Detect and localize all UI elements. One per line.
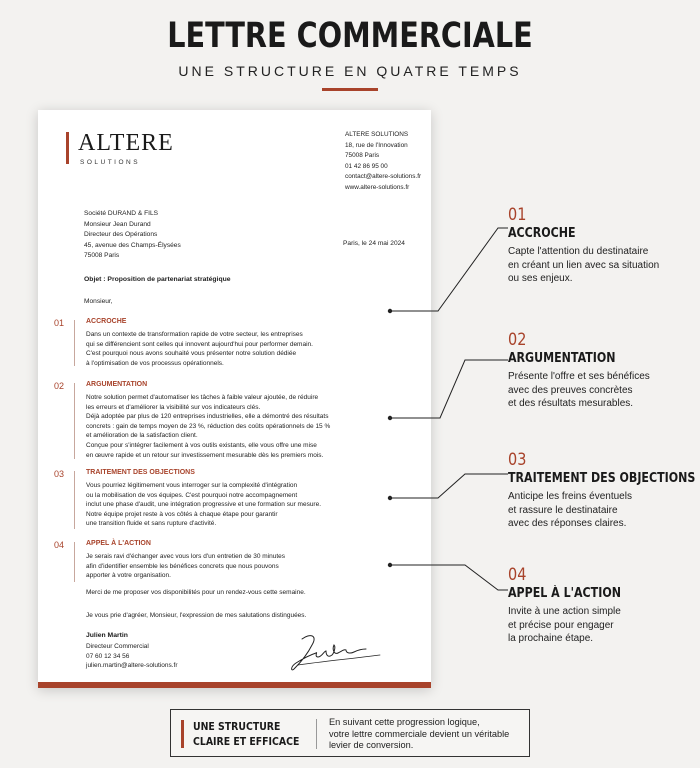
connector-2 xyxy=(390,360,508,418)
annotation-title: ACCROCHE xyxy=(508,226,576,241)
connector-1 xyxy=(390,228,508,311)
body-line: une transition fluide et sans rupture d'activité. xyxy=(86,520,217,528)
body-line: Je serais ravi d'échanger avec vous lors d'un entretien de 30 minutes xyxy=(86,553,286,560)
connector-dot-1 xyxy=(388,309,392,313)
body-line: qui se différencient sont celles qui innovent aujourd'hui pour performer demain. xyxy=(86,340,313,348)
closing-formula: Je vous prie d'agréer, Monsieur, l'expression de mes salutations distinguées. xyxy=(86,612,307,619)
signatory-role: Directeur Commercial xyxy=(86,643,149,650)
footer-text-line: votre lettre commerciale devient un véritable xyxy=(329,728,510,739)
body-line: et amélioration de la satisfaction client. xyxy=(86,432,198,440)
annotation-number: 03 xyxy=(508,450,527,470)
desc-line: avec des réponses claires. xyxy=(508,518,627,529)
recipient-line: Société DURAND & FILS xyxy=(84,210,159,217)
signatory-email: julien.martin@altere-solutions.fr xyxy=(86,662,178,670)
logo-name: ALTERE xyxy=(78,130,174,156)
signatory-phone: 07 60 12 34 56 xyxy=(86,652,130,660)
sender-line: 75008 Paris xyxy=(345,152,380,159)
sender-line: 18, rue de l'Innovation xyxy=(345,141,408,149)
sender-line: contact@altere-solutions.fr xyxy=(345,173,422,180)
footer-heading-line: UNE STRUCTURE xyxy=(193,720,281,733)
desc-line: la prochaine étape. xyxy=(508,633,594,644)
section-number: 02 xyxy=(54,381,65,391)
annotation-description xyxy=(508,370,688,411)
footer-heading-line: CLAIRE ET EFFICACE xyxy=(193,735,300,748)
connector-4 xyxy=(390,565,508,590)
signatory-name: Julien Martin xyxy=(86,632,128,639)
desc-line: ou ses enjeux. xyxy=(508,273,573,284)
annotation-argumentation xyxy=(508,330,688,411)
section-number: 04 xyxy=(54,540,65,550)
recipient-line: 45, avenue des Champs-Élysées xyxy=(84,241,181,249)
footer-accent-bar xyxy=(181,720,184,748)
annotation-description xyxy=(508,490,688,531)
footer-text-line: levier de conversion. xyxy=(329,740,414,750)
recipient-line: Monsieur Jean Durand xyxy=(84,220,151,228)
section-heading: ARGUMENTATION xyxy=(86,381,148,388)
sender-line: ALTERE SOLUTIONS xyxy=(345,131,409,138)
annotation-number: 01 xyxy=(508,205,527,225)
body-line: en œuvre rapide et un retour sur investissement mesurable dès les premiers mois. xyxy=(86,451,324,459)
body-line: C'est pourquoi nous avons souhaité vous présenter notre solution dédiée xyxy=(86,350,297,358)
body-line: Conçue pour s'intégrer facilement à vos outils existants, elle vous offre une mise xyxy=(86,441,317,449)
desc-line: et des résultats mesurables. xyxy=(508,398,634,409)
letter-object: Objet : Proposition de partenariat stratégique xyxy=(84,276,231,283)
connector-dot-2 xyxy=(388,416,392,420)
section-heading: ACCROCHE xyxy=(86,318,127,325)
body-line: apporter à votre organisation. xyxy=(86,572,171,580)
body-line: Notre équipe projet reste à vos côtés à chaque étape pour garantir xyxy=(86,510,278,518)
desc-line: Invite à une action simple xyxy=(508,606,621,617)
sender-line: www.altere-solutions.fr xyxy=(345,183,410,191)
body-line: ou la mobilisation de vos équipes. C'est pourquoi notre accompagnement xyxy=(86,491,298,499)
section-heading: APPEL À L'ACTION xyxy=(86,540,151,547)
section-number: 01 xyxy=(54,318,65,328)
body-line: Dans un contexte de transformation rapide de votre secteur, les entreprises xyxy=(86,331,303,338)
connector-3 xyxy=(390,474,508,498)
annotation-description xyxy=(508,605,688,646)
connector-dot-3 xyxy=(388,496,392,500)
body-line: inclut une phase d'audit, une intégration progressive et une formation sur mesure. xyxy=(86,501,322,509)
page-title: LETTRE COMMERCIALE xyxy=(167,16,533,56)
body-line: les erreurs et d'améliorer la visibilité sur vos indicateurs clés. xyxy=(86,403,261,411)
footer-heading xyxy=(193,719,299,749)
desc-line: en créant un lien avec sa situation xyxy=(508,259,660,271)
body-line: Vous pourriez légitimement vous interroger sur la complexité d'intégration xyxy=(86,482,298,489)
annotation-accroche xyxy=(508,205,688,286)
desc-line: Anticipe les freins éventuels xyxy=(508,491,632,502)
annotation-title: TRAITEMENT DES OBJECTIONS xyxy=(508,471,696,486)
desc-line: et rassure le destinataire xyxy=(508,504,618,516)
desc-line: et précise pour engager xyxy=(508,619,614,631)
annotation-description xyxy=(508,245,688,286)
annotation-number: 02 xyxy=(508,330,527,350)
recipient-line: Directeur des Opérations xyxy=(84,231,158,238)
footer-divider xyxy=(316,719,317,749)
body-line: concrets : gain de temps moyen de 23 %, réduction des coûts opérationnels de 15 % xyxy=(86,422,331,430)
logo-subtitle: SOLUTIONS xyxy=(80,159,141,166)
body-line: Notre solution permet d'automatiser les tâches à faible valeur ajoutée, de réduire xyxy=(86,394,319,401)
annotation-number: 04 xyxy=(508,565,527,585)
annotation-appel xyxy=(508,565,688,646)
annotation-title: ARGUMENTATION xyxy=(508,351,616,366)
closing-request: Merci de me proposer vos disponibilités pour un rendez-vous cette semaine. xyxy=(86,589,306,596)
footer-text xyxy=(329,717,525,752)
desc-line: Capte l'attention du destinataire xyxy=(508,246,649,257)
desc-line: avec des preuves concrètes xyxy=(508,384,633,396)
connector-dot-4 xyxy=(388,563,392,567)
annotation-title: APPEL À L'ACTION xyxy=(508,586,621,601)
section-heading: TRAITEMENT DES OBJECTIONS xyxy=(86,469,195,476)
footer-callout xyxy=(170,709,530,757)
page-subtitle: UNE STRUCTURE EN QUATRE TEMPS xyxy=(178,63,522,79)
annotation-objections xyxy=(508,450,696,531)
desc-line: Présente l'offre et ses bénéfices xyxy=(508,371,650,382)
letter-date: Paris, le 24 mai 2024 xyxy=(343,240,405,247)
section-number: 03 xyxy=(54,469,65,479)
footer-text-line: En suivant cette progression logique, xyxy=(329,717,480,727)
sender-line: 01 42 86 95 00 xyxy=(345,162,388,170)
recipient-line: 75008 Paris xyxy=(84,252,120,259)
body-line: afin d'identifier ensemble les bénéfices concrets que nous pouvons xyxy=(86,562,279,570)
letter-salutation: Monsieur, xyxy=(84,298,113,305)
body-line: Déjà adoptée par plus de 120 entreprises industrielles, elle a démontré des résultats xyxy=(86,413,329,421)
body-line: à l'optimisation de vos processus opérationnels. xyxy=(86,359,224,367)
